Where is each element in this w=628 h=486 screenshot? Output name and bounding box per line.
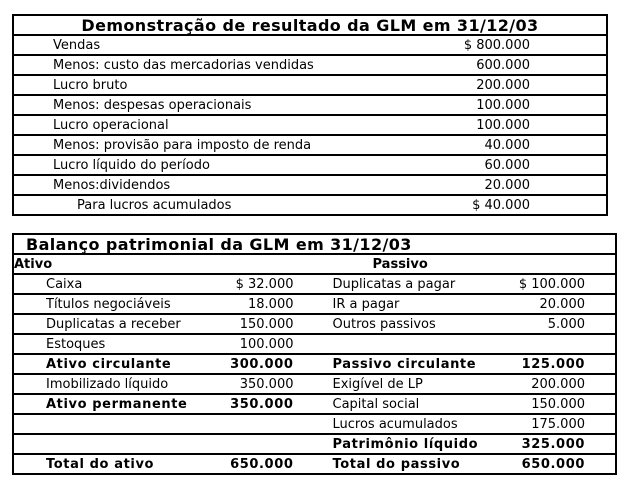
row-value: 100.000 xyxy=(239,336,294,352)
row-value: 200.000 xyxy=(531,376,585,392)
row-label: Ativo permanente xyxy=(46,396,188,412)
row-value: 200.000 xyxy=(476,77,530,93)
row-value: 150.000 xyxy=(531,396,585,412)
row-value: $ 800.000 xyxy=(463,37,530,53)
row-label: Menos: custo das mercadorias vendidas xyxy=(53,57,314,73)
row-value: 300.000 xyxy=(230,356,294,372)
row-label: Lucro bruto xyxy=(53,77,128,93)
row-label: Estoques xyxy=(46,336,106,352)
table-row xyxy=(14,435,615,455)
row-value: 600.000 xyxy=(476,57,530,73)
row-label: Outros passivos xyxy=(332,316,436,332)
row-value: 5.000 xyxy=(547,316,585,332)
row-value: 650.000 xyxy=(521,456,585,472)
table-row xyxy=(14,375,615,395)
balance-sheet-title: Balanço patrimonial da GLM em 31/12/03 xyxy=(14,235,615,255)
row-label: Menos: despesas operacionais xyxy=(53,97,252,113)
row-value: 20.000 xyxy=(539,296,585,312)
row-label: Patrimônio líquido xyxy=(332,436,479,452)
row-value: 650.000 xyxy=(230,456,294,472)
row-label: Duplicatas a pagar xyxy=(332,276,456,292)
ativo-column-header: Ativo xyxy=(14,256,53,272)
row-label: Lucro operacional xyxy=(53,117,169,133)
row-value: 18.000 xyxy=(248,296,294,312)
table-row xyxy=(14,76,606,96)
row-value: $ 100.000 xyxy=(518,276,585,292)
row-value: 100.000 xyxy=(476,97,530,113)
table-row xyxy=(14,56,606,76)
table-row xyxy=(14,136,606,156)
row-label: Menos:dividendos xyxy=(53,177,171,193)
row-label: Total do ativo xyxy=(46,456,155,472)
income-statement-table xyxy=(12,14,608,216)
table-row xyxy=(14,275,615,295)
passivo-column-header: Passivo xyxy=(372,256,428,272)
table-row xyxy=(14,36,606,56)
row-value: $ 40.000 xyxy=(472,197,530,213)
row-value: 350.000 xyxy=(239,376,294,392)
balance-sheet-table xyxy=(12,233,617,475)
row-value: 100.000 xyxy=(476,117,530,133)
row-value: 125.000 xyxy=(521,356,585,372)
table-row xyxy=(14,355,615,375)
row-label: Exigível de LP xyxy=(332,376,423,392)
row-label: Passivo circulante xyxy=(332,356,477,372)
row-value: 40.000 xyxy=(484,137,530,153)
table-row xyxy=(14,415,615,435)
row-label: Total do passivo xyxy=(332,456,461,472)
column-header-row xyxy=(14,255,615,275)
table-row xyxy=(14,295,615,315)
table-row xyxy=(14,96,606,116)
row-value: 350.000 xyxy=(230,396,294,412)
row-value: $ 32.000 xyxy=(235,276,294,292)
table-row xyxy=(14,196,606,214)
table-row xyxy=(14,455,615,473)
row-value: 175.000 xyxy=(531,416,585,432)
row-label: Lucro líquido do período xyxy=(53,157,210,173)
row-label: Vendas xyxy=(53,37,101,53)
row-label: Imobilizado líquido xyxy=(46,376,169,392)
table-row xyxy=(14,315,615,335)
row-label: Títulos negociáveis xyxy=(46,296,171,312)
row-value: 150.000 xyxy=(239,316,294,332)
table-row xyxy=(14,335,615,355)
row-label: Capital social xyxy=(332,396,420,412)
table-row xyxy=(14,156,606,176)
row-label: Menos: provisão para imposto de renda xyxy=(53,137,312,153)
row-label: IR a pagar xyxy=(332,296,400,312)
row-label: Ativo circulante xyxy=(46,356,172,372)
row-label: Caixa xyxy=(46,276,83,292)
table-row xyxy=(14,116,606,136)
row-value: 20.000 xyxy=(484,177,530,193)
row-value: 60.000 xyxy=(484,157,530,173)
row-label: Para lucros acumulados xyxy=(77,197,232,213)
row-label: Duplicatas a receber xyxy=(46,316,181,332)
row-label: Lucros acumulados xyxy=(332,416,458,432)
income-statement-title: Demonstração de resultado da GLM em 31/12/03 xyxy=(14,16,606,36)
row-value: 325.000 xyxy=(521,436,585,452)
table-row xyxy=(14,395,615,415)
table-row xyxy=(14,176,606,196)
